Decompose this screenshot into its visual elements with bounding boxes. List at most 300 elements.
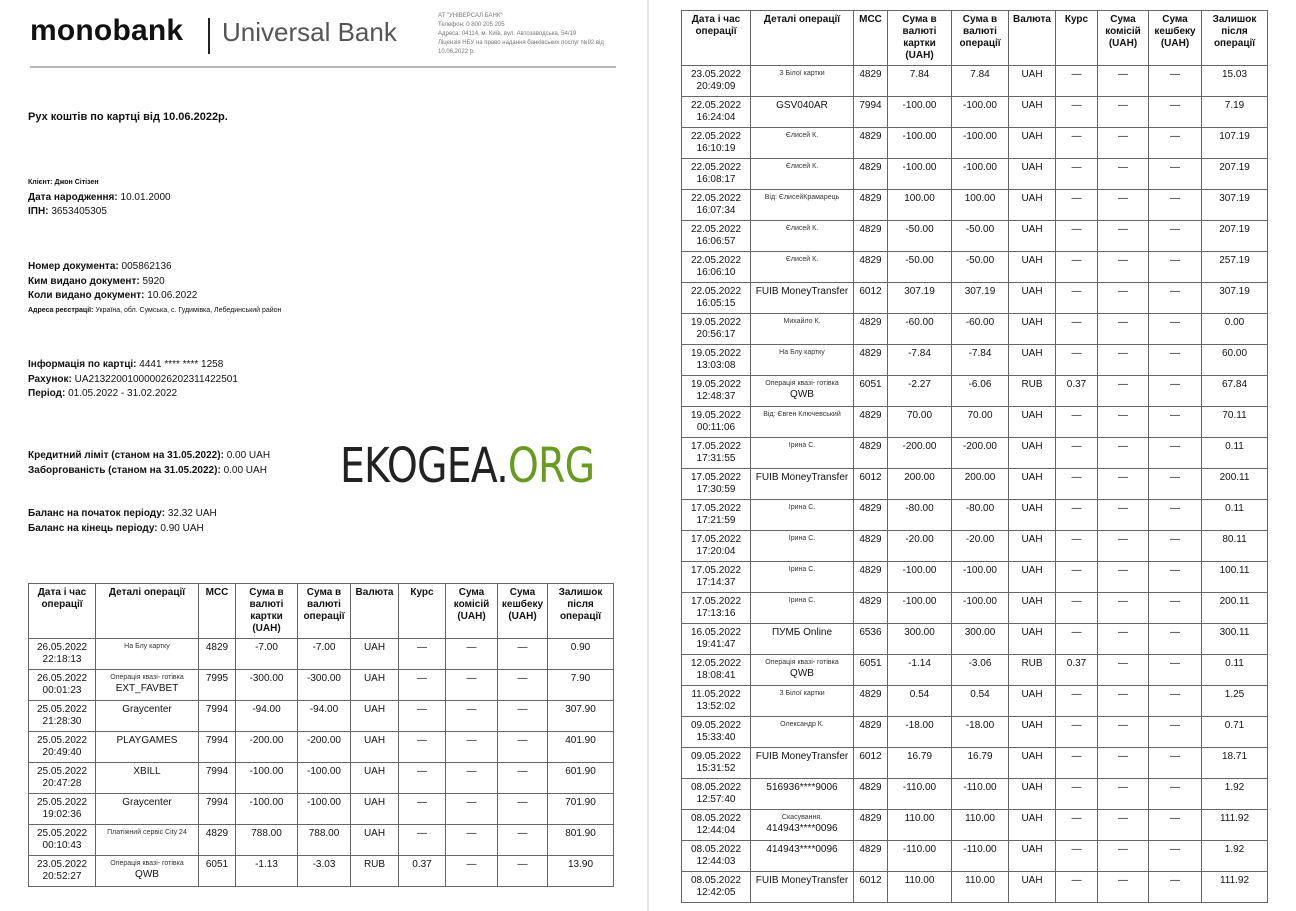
cell-currency: UAH [1009,779,1056,810]
details-merchant: PLAYGAMES [116,735,178,746]
cell-rate: — [1056,779,1098,810]
cell-mcc: 4829 [854,128,888,159]
cell-rate: — [1056,438,1098,469]
cell-amount-card: -60.00 [888,314,952,345]
cell-rate: — [1056,97,1098,128]
cell-commission: — [446,794,498,825]
cell-date-time [682,469,751,500]
cell-amount-card: -18.00 [888,717,952,748]
cell-mcc: 7994 [854,97,888,128]
cell-balance-after: 67.84 [1202,376,1268,407]
details-note: На Блу картку [124,643,170,650]
cell-details [96,639,199,670]
cell-commission: — [1098,655,1149,686]
dob-label: Дата народження: [28,191,118,203]
table-row [682,345,1268,376]
cell-amount-card: 788.00 [236,825,298,856]
cell-commission: — [1098,97,1149,128]
table-row [682,159,1268,190]
cell-amount-card: -100.00 [888,562,952,593]
cell-cashback: — [498,701,548,732]
operation-date: 25.05.2022 [36,828,88,839]
cell-cashback: — [1149,314,1202,345]
table-row [682,841,1268,872]
cell-details [96,825,199,856]
cell-cashback: — [498,763,548,794]
cell-commission: — [1098,686,1149,717]
cell-cashback: — [1149,841,1202,872]
table-row [682,190,1268,221]
cell-details [751,407,854,438]
cell-balance-after: 111.92 [1202,872,1268,903]
operation-date: 25.05.2022 [36,735,88,746]
table-row [682,655,1268,686]
operation-date: 22.05.2022 [690,100,742,111]
cell-amount-card: 110.00 [888,872,952,903]
cell-currency: UAH [351,639,399,670]
cell-details [751,717,854,748]
cell-rate: — [1056,159,1098,190]
details-merchant: 516936****9006 [766,782,838,793]
cell-cashback: — [1149,128,1202,159]
cell-date-time [682,779,751,810]
doc-issued-label: Коли видано документ: [28,290,145,301]
cell-commission: — [1098,562,1149,593]
cell-rate: — [1056,562,1098,593]
transactions-table-page-1 [28,583,614,887]
period-value: 01.05.2022 - 31.02.2022 [68,388,178,399]
cell-mcc: 6012 [854,469,888,500]
table-row [29,670,614,701]
bank-address: Адреса: 04114, м. Київ, вул. Автозаводська, 54/19 [438,31,577,37]
cell-balance-after: 801.90 [548,825,614,856]
cell-rate: 0.37 [399,856,446,887]
operation-date: 25.05.2022 [36,704,88,715]
cell-balance-after: 207.19 [1202,221,1268,252]
cell-balance-after: 13.90 [548,856,614,887]
cell-mcc: 4829 [854,314,888,345]
operation-time: 17:21:59 [696,515,736,526]
details-merchant: 414943****0096 [766,844,838,855]
operation-date: 17.05.2022 [690,596,742,607]
cell-currency: UAH [351,763,399,794]
cell-cashback: — [1149,438,1202,469]
cell-details [751,376,854,407]
cell-currency: UAH [1009,686,1056,717]
start-balance-label: Баланс на початок періоду: [28,508,166,519]
cell-mcc: 4829 [854,438,888,469]
table-row [29,794,614,825]
cell-details [751,438,854,469]
cell-commission: — [1098,779,1149,810]
operation-date: 16.05.2022 [690,627,742,638]
cell-rate: — [1056,531,1098,562]
operation-date: 22.05.2022 [690,131,742,142]
details-merchant: GSV040AR [776,100,828,111]
cell-mcc: 4829 [854,190,888,221]
cell-amount-card: -100.00 [236,763,298,794]
cell-balance-after: 0.00 [1202,314,1268,345]
cell-date-time [682,562,751,593]
end-balance-value: 0.90 UAH [160,522,204,534]
cell-cashback: — [1149,686,1202,717]
address-label: Адреса реєстрації: [28,306,94,314]
cell-amount-operation: 70.00 [952,407,1009,438]
cell-mcc: 4829 [854,221,888,252]
operation-date: 17.05.2022 [690,534,742,545]
cell-rate: — [1056,469,1098,500]
column-header-cashback: Сума кешбеку (UAH) [498,584,548,639]
operation-time: 13:03:08 [696,360,736,371]
cell-date-time [682,624,751,655]
operation-time: 17:14:37 [696,577,736,588]
cell-date-time [682,66,751,97]
column-header-amount-card: Сума в валюті картки (UAH) [888,11,952,66]
cell-currency: UAH [1009,345,1056,376]
cell-amount-operation: -6.06 [952,376,1009,407]
operation-time: 20:56:17 [696,329,736,340]
cell-date-time [682,438,751,469]
table-row [682,128,1268,159]
cell-details [96,701,199,732]
table-row [682,314,1268,345]
operation-time: 12:48:37 [696,391,736,402]
operation-date: 17.05.2022 [690,472,742,483]
cell-mcc: 4829 [854,779,888,810]
cell-details [751,66,854,97]
cell-commission: — [1098,190,1149,221]
cell-commission: — [1098,376,1149,407]
cell-amount-operation: -50.00 [952,221,1009,252]
client-label: Клієнт: [28,179,53,186]
operation-time: 15:33:40 [696,732,736,743]
details-note: Ірина С. [788,566,816,573]
cell-currency: UAH [1009,407,1056,438]
cell-date-time [29,701,96,732]
details-note: З Білої картки [779,690,825,697]
details-note: Платіжний сервіс City 24 [107,829,187,836]
cell-date-time [682,128,751,159]
cell-details [751,779,854,810]
column-header-cashback: Сума кешбеку (UAH) [1149,11,1202,66]
operation-time: 15:31:52 [696,763,736,774]
operation-date: 17.05.2022 [690,503,742,514]
cell-rate: — [1056,717,1098,748]
cell-amount-operation: -110.00 [952,841,1009,872]
operation-date: 09.05.2022 [690,720,742,731]
cell-amount-operation: 7.84 [952,66,1009,97]
operation-time: 17:30:59 [696,484,736,495]
table-row [29,732,614,763]
operation-date: 25.05.2022 [36,797,88,808]
cell-amount-operation: 307.19 [952,283,1009,314]
cell-mcc: 4829 [854,810,888,841]
ipn-value: 3653405305 [51,206,107,217]
operation-time: 16:06:10 [696,267,736,278]
cell-details [751,810,854,841]
cell-mcc: 4829 [854,252,888,283]
cell-date-time [29,763,96,794]
cell-amount-card: 0.54 [888,686,952,717]
logo-divider [208,18,210,54]
cell-details [751,469,854,500]
cell-balance-after: 0.90 [548,639,614,670]
column-header-details: Деталі операції [751,11,854,66]
operation-date: 26.05.2022 [36,673,88,684]
cell-date-time [682,872,751,903]
operation-time: 12:57:40 [696,794,736,805]
cell-amount-card: 307.19 [888,283,952,314]
table-row [682,252,1268,283]
cell-cashback: — [1149,500,1202,531]
cell-balance-after: 80.11 [1202,531,1268,562]
cell-commission: — [446,856,498,887]
cell-rate: — [1056,345,1098,376]
table-row [682,779,1268,810]
column-header-balance-after: Залишок після операції [1202,11,1268,66]
cell-amount-card: 70.00 [888,407,952,438]
operation-date: 17.05.2022 [690,565,742,576]
cell-mcc: 7994 [199,794,236,825]
cell-currency: UAH [1009,810,1056,841]
cell-commission: — [446,763,498,794]
doc-issuer-value: 5920 [142,275,165,287]
cell-balance-after: 1.25 [1202,686,1268,717]
operation-date: 08.05.2022 [690,813,742,824]
bank-license: Ліцензія НБУ на право надання банківських послуг №92 від 10.06.2022 р. [438,40,604,55]
cell-cashback: — [1149,159,1202,190]
table-row [29,856,614,887]
cell-cashback: — [1149,717,1202,748]
cell-mcc: 6012 [854,748,888,779]
operation-date: 19.05.2022 [690,348,742,359]
cell-amount-operation: -50.00 [952,252,1009,283]
cell-balance-after: 1.92 [1202,779,1268,810]
cell-mcc: 7994 [199,701,236,732]
bank-contact-info [438,12,614,57]
operation-time: 16:05:15 [696,298,736,309]
cell-amount-card: -200.00 [236,732,298,763]
cell-commission: — [446,701,498,732]
cell-currency: UAH [1009,872,1056,903]
cell-date-time [682,221,751,252]
cell-cashback: — [1149,97,1202,128]
balance-info [28,507,217,536]
cell-rate: — [1056,841,1098,872]
bank-header [30,10,616,68]
ipn-label: ІПН: [28,206,49,217]
page-divider [647,0,649,911]
cell-rate: — [1056,872,1098,903]
cell-rate: — [1056,407,1098,438]
details-note: Від: ЄлисейКрамарець [764,194,840,201]
cell-balance-after: 15.03 [1202,66,1268,97]
table-row [682,686,1268,717]
cell-cashback: — [1149,779,1202,810]
cell-amount-operation: -94.00 [298,701,351,732]
column-header-rate: Курс [399,584,446,639]
card-label: Інформація по картці: [28,359,137,370]
cell-amount-operation: -100.00 [952,562,1009,593]
cell-amount-operation: 788.00 [298,825,351,856]
cell-mcc: 4829 [854,686,888,717]
details-merchant: QWB [135,869,159,880]
cell-currency: UAH [1009,190,1056,221]
cell-cashback: — [498,639,548,670]
cell-amount-operation: 200.00 [952,469,1009,500]
cell-amount-card: 110.00 [888,810,952,841]
cell-balance-after: 307.90 [548,701,614,732]
details-note: Єлисей К. [785,256,819,263]
cell-mcc: 4829 [854,345,888,376]
operation-time: 16:10:19 [696,143,736,154]
cell-details [751,314,854,345]
cell-date-time [29,825,96,856]
debt-label: Заборгованість (станом на 31.05.2022): [28,464,221,476]
cell-details [751,500,854,531]
cell-amount-card: -100.00 [888,159,952,190]
doc-number-value: 005862136 [121,261,172,272]
table-row [682,438,1268,469]
cell-date-time [682,159,751,190]
operation-date: 25.05.2022 [36,766,88,777]
account-label: Рахунок: [28,373,72,385]
cell-mcc: 6536 [854,624,888,655]
table-row [682,810,1268,841]
cell-cashback: — [1149,748,1202,779]
operation-date: 19.05.2022 [690,317,742,328]
cell-balance-after: 18.71 [1202,748,1268,779]
operation-time: 17:20:04 [696,546,736,557]
details-note: Операція квазі- готівка [765,659,839,666]
operation-time: 19:41:47 [696,639,736,650]
cell-mcc: 4829 [854,562,888,593]
cell-date-time [29,794,96,825]
table-row [682,66,1268,97]
details-merchant: FUIB MoneyTransfer [755,751,849,762]
cell-amount-card: -94.00 [236,701,298,732]
column-header-details: Деталі операції [96,584,199,639]
cell-details [751,252,854,283]
cell-amount-card: -100.00 [888,593,952,624]
cell-date-time [682,841,751,872]
cell-rate: — [1056,686,1098,717]
cell-amount-card: -200.00 [888,438,952,469]
cell-cashback: — [1149,283,1202,314]
cell-amount-operation: -20.00 [952,531,1009,562]
cell-commission: — [1098,500,1149,531]
details-note: Олександр К. [780,721,824,728]
cell-amount-card: 200.00 [888,469,952,500]
transactions-table-page-2 [681,10,1268,903]
cell-date-time [682,500,751,531]
cell-amount-operation: 16.79 [952,748,1009,779]
column-header-mcc: MCC [199,584,236,639]
operation-date: 19.05.2022 [690,379,742,390]
operation-time: 20:52:27 [42,871,82,882]
cell-balance-after: 200.11 [1202,469,1268,500]
statement-page-1 [0,0,646,911]
cell-details [96,856,199,887]
cell-currency: UAH [1009,531,1056,562]
details-merchant: QWB [790,668,814,679]
cell-details [96,670,199,701]
cell-mcc: 7995 [199,670,236,701]
bank-phone: Телефон: 0 800 205 205 [438,22,505,28]
cell-commission: — [446,670,498,701]
details-merchant: Graycenter [122,797,172,808]
cell-mcc: 4829 [854,717,888,748]
cell-date-time [682,655,751,686]
cell-amount-operation: -100.00 [952,593,1009,624]
cell-cashback: — [1149,562,1202,593]
cell-rate: — [1056,252,1098,283]
cell-commission: — [1098,841,1149,872]
cell-date-time [682,376,751,407]
column-header-date-time: Дата і час операції [29,584,96,639]
cell-currency: UAH [1009,221,1056,252]
cell-balance-after: 200.11 [1202,593,1268,624]
cell-currency: UAH [1009,717,1056,748]
details-merchant: FUIB MoneyTransfer [755,286,849,297]
cell-balance-after: 257.19 [1202,252,1268,283]
cell-currency: UAH [1009,841,1056,872]
table-row [682,376,1268,407]
cell-mcc: 4829 [854,531,888,562]
cell-rate: — [1056,748,1098,779]
cell-commission: — [1098,872,1149,903]
operation-time: 16:08:17 [696,174,736,185]
cell-cashback: — [498,794,548,825]
cell-balance-after: 0.11 [1202,438,1268,469]
table-row [682,283,1268,314]
cell-details [751,283,854,314]
cell-details [751,841,854,872]
cell-details [751,872,854,903]
cell-date-time [682,252,751,283]
cell-mcc: 4829 [854,500,888,531]
cell-currency: UAH [351,794,399,825]
cell-amount-card: 7.84 [888,66,952,97]
cell-mcc: 6051 [854,376,888,407]
column-header-amount-card: Сума в валюті картки (UAH) [236,584,298,639]
cell-amount-card: -2.27 [888,376,952,407]
cell-amount-card: -50.00 [888,221,952,252]
cell-commission: — [1098,252,1149,283]
operation-date: 09.05.2022 [690,751,742,762]
cell-commission: — [1098,810,1149,841]
operation-time: 00:11:06 [696,422,736,433]
cell-mcc: 4829 [854,66,888,97]
column-header-mcc: MCC [854,11,888,66]
operation-date: 08.05.2022 [690,875,742,886]
cell-amount-card: -7.84 [888,345,952,376]
details-note: Операція квазі- готівка [110,674,184,681]
cell-commission: — [1098,283,1149,314]
cell-details [751,748,854,779]
cell-currency: UAH [351,732,399,763]
operation-date: 23.05.2022 [36,859,88,870]
cell-currency: RUB [1009,655,1056,686]
cell-mcc: 6051 [199,856,236,887]
cell-rate: — [1056,624,1098,655]
operation-time: 12:44:03 [696,856,736,867]
cell-rate: — [399,670,446,701]
debt-value: 0.00 UAH [223,464,267,476]
details-note: З Білої картки [779,70,825,77]
details-note: Операція квазі- готівка [110,860,184,867]
cell-cashback: — [498,670,548,701]
